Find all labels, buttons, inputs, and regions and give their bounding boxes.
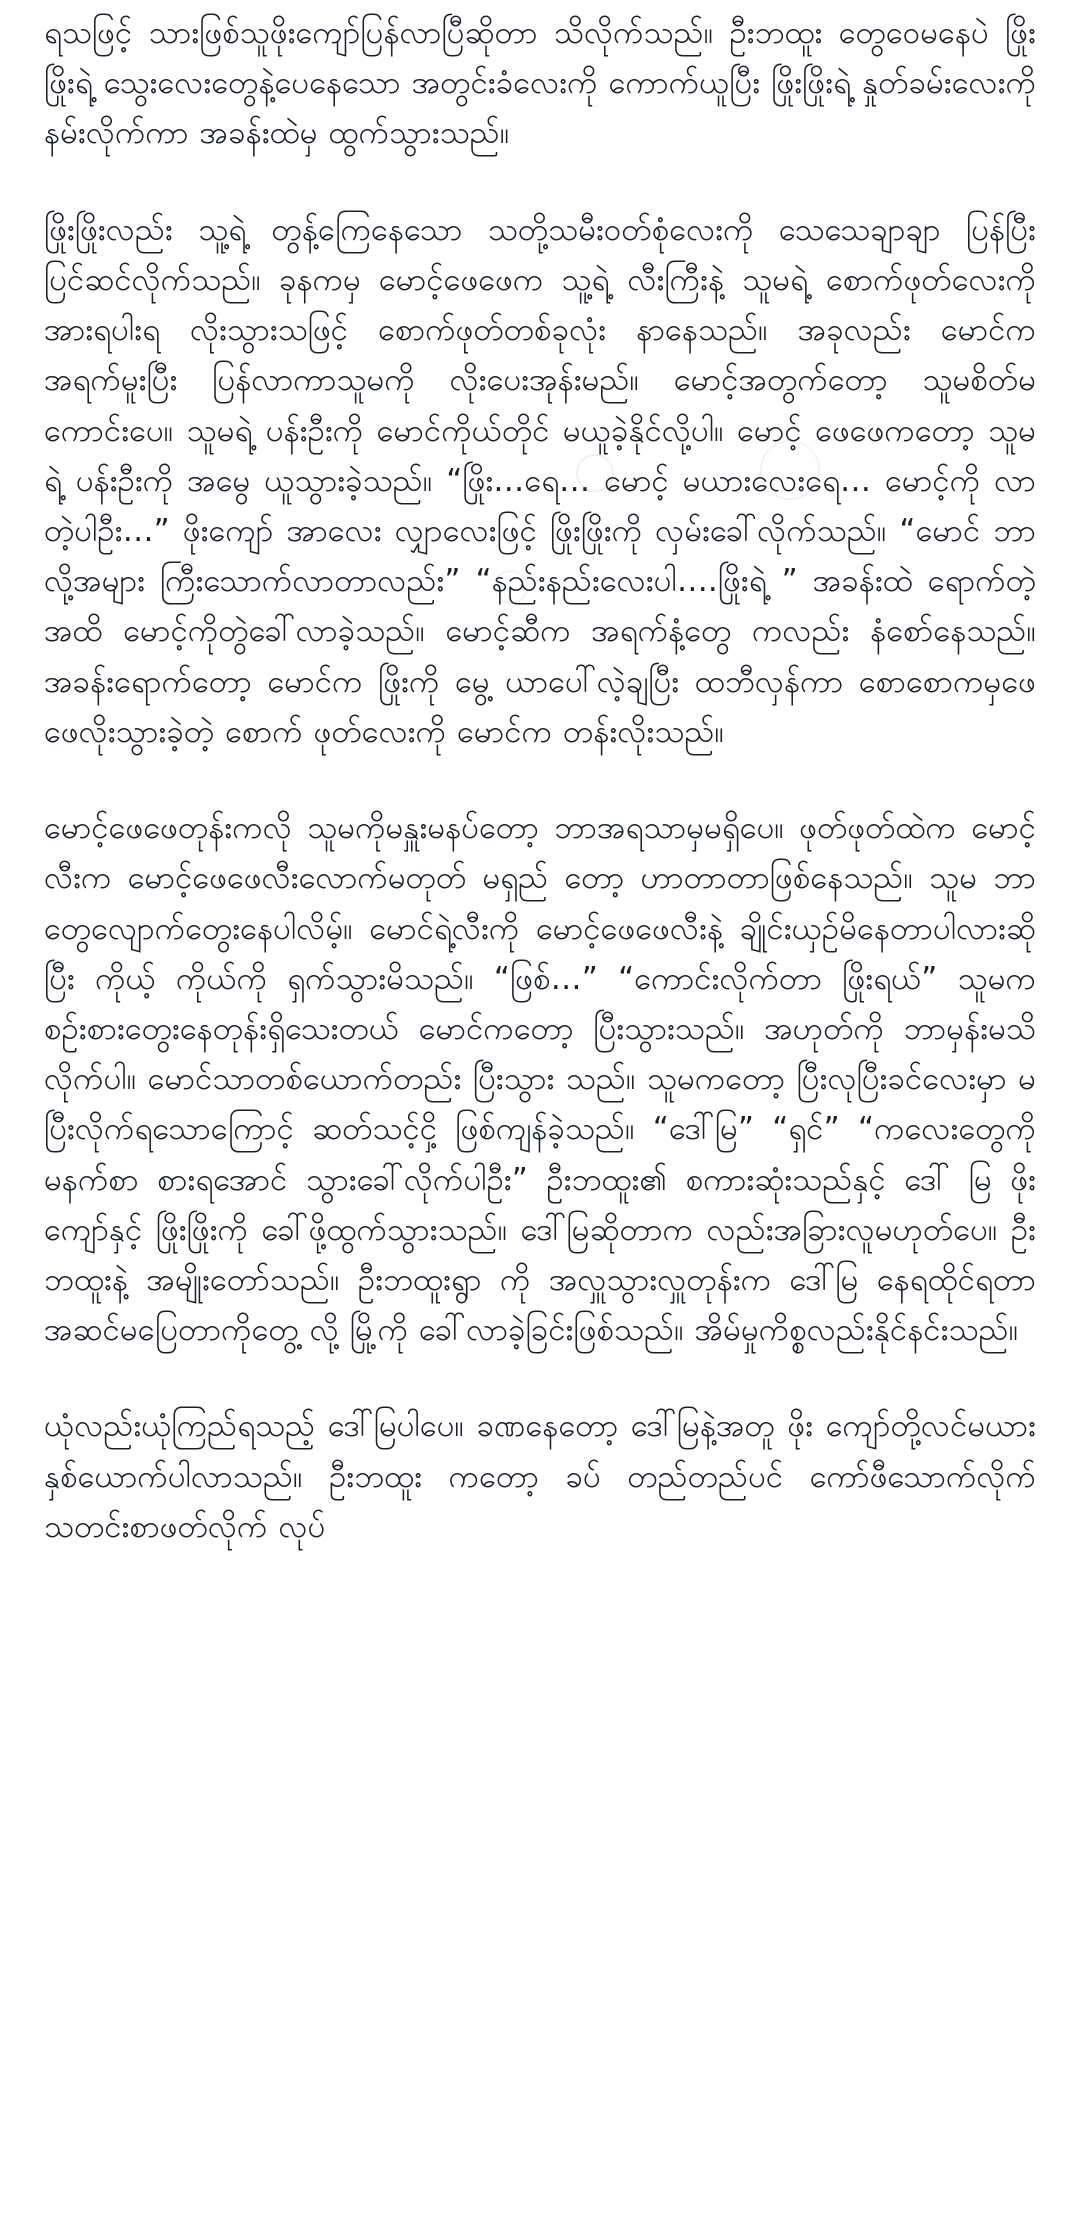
paragraph: မောင့်ဖေဖေတုန်းကလို သူမကိုမနှူးမနပ်တော့ ဘာအရသာမှမရှိပေ။ ဖုတ်ဖုတ်ထဲက မောင့်လီးက မောင့်ဖေဖေလီးလောက်မတုတ် မရှည် တော့ ဟာတာတာဖြစ်နေသည်။ သူမ ဘာတွေလျောက်တွေးနေပါလိမ့်။ မောင်ရဲ့လီးကို မောင့်ဖေဖေလီးနဲ့ ချိုင်းယှဉ်မိနေတာပါလားဆိုပြီး ကိုယ့် ကိုယ်ကို ရှက်သွားမိသည်။ “ဖြစ်…” “ကောင်းလိုက်တာ ဖြိုးရယ်” သူမက စဉ်းစားတွေးနေတုန်းရှိသေးတယ် မောင်ကတော့ ပြီးသွားသည်။ အဟုတ်ကို ဘာမှန်းမသိလိုက်ပါ။ မောင်သာတစ်ယောက်တည်း ပြီးသွား သည်။ သူမကတော့ ပြီးလုပြီးခင်လေးမှာ မပြီးလိုက်ရသောကြောင့် ဆတ်သင့်ငှိ့ ဖြစ်ကျန်ခဲ့သည်။ “ဒေါ်မြ” “ရှင်” “ကလေးတွေကို မနက်စာ စားရအောင် သွားခေါ်လိုက်ပါဦး” ဦးဘထူး၏ စကားဆုံးသည်နှင့် ဒေါ် မြ ဖိုးကျော်နှင့် ဖြိုးဖြိုးကို ခေါ်ဖို့ထွက်သွားသည်။ ဒေါ်မြဆိုတာက လည်းအခြားလူမဟုတ်ပေ။ ဦးဘထူးနဲ့ အမျိုးတော်သည်။ ဦးဘထူးရွာ ကို အလှူသွားလှူတုန်းက ဒေါ်မြ နေရထိုင်ရတာ အဆင်မပြေတာကိုတွေ့ လို့ မြို့ကို ခေါ်လာခဲ့ခြင်းဖြစ်သည်။ အိမ်မှုကိစ္စလည်းနိုင်နင်းသည်။ (44, 810, 1036, 1349)
paragraph: ဖြိုးဖြိုးလည်း သူ့ရဲ့ တွန့်ကြေနေသော သတို့သမီးဝတ်စုံလေးကို သေသေချာချာ ပြန်ပြီး ပြင်ဆင်လိုက်သည်။ ခုနကမှ မောင့်ဖေဖေက သူ့ရဲ့ လီးကြီးနဲ့ သူမရဲ့ စောက်ဖုတ်လေးကို အားရပါးရ လိုးသွားသဖြင့် စောက်ဖုတ်တစ်ခုလုံး နာနေသည်။ အခုလည်း မောင်က အရက်မူးပြီး ပြန်လာကာသူမကို လိုးပေးအုန်းမည်။ မောင့်အတွက်တော့ သူမစိတ်မ ကောင်းပေ။ သူမရဲ့ ပန်းဦးကို မောင်ကိုယ်တိုင် မယူခဲ့နိုင်လို့ပါ။ မောင့် ဖေဖေကတော့ သူမရဲ့ ပန်းဦးကို အမွေ ယူသွားခဲ့သည်။ “ဖြိုး…ရေ… မောင့် မယားလေးရေ… မောင့်ကို လာတဲ့ပါဦး…” ဖိုးကျော် အာလေး လျှာလေးဖြင့် ဖြိုးဖြိုးကို လှမ်းခေါ်လိုက်သည်။ “မောင် ဘာလို့အများ ကြီးသောက်လာတာလည်း” “နည်းနည်းလေးပါ….ဖြိုးရဲ့ ” အခန်းထဲ ရောက်တဲ့အထိ မောင့်ကိုတွဲခေါ်လာခဲ့သည်။ မောင့်ဆီက အရက်နံ့တွေ ကလည်း နံစော်နေသည်။ အခန်းရောက်တော့ မောင်က ဖြိုးကို မွေ့ ယာပေါ်လဲ့ချပြီး ထဘီလှန်ကာ စောစောကမှဖေဖေလိုးသွားခဲ့တဲ့ စောက် ဖုတ်လေးကို မောင်က တန်းလိုးသည်။ (44, 211, 1036, 750)
paragraph: ရသဖြင့် သားဖြစ်သူဖိုးကျော်ပြန်လာပြီဆိုတာ သိလိုက်သည်။ ဦးဘထူး တွေဝေမနေပဲ ဖြိုးဖြိုးရဲ့ သွေးလေးတွေနဲ့ပေနေသော အတွင်းခံလေးကို ကောက်ယူပြီး ဖြိုးဖြိုးရဲ့ နှုတ်ခမ်းလေးကို နမ်းလိုက်ကာ အခန်းထဲမှ ထွက်သွားသည်။ (44, 15, 1036, 152)
document-text-body (44, 8, 1036, 1552)
paragraph: ယုံလည်းယုံကြည်ရသည့် ဒေါ်မြပါပေ။ ခဏနေတော့ ဒေါ်မြနဲ့အတူ ဖိုး ကျော်တို့လင်မယားနှစ်ယောက်ပါလာသည်။ ဦးဘထူး ကတော့ ခပ် တည်တည်ပင် ကော်ဖီသောက်လိုက် သတင်းစာဖတ်လိုက် လုပ် (44, 1408, 1036, 1545)
